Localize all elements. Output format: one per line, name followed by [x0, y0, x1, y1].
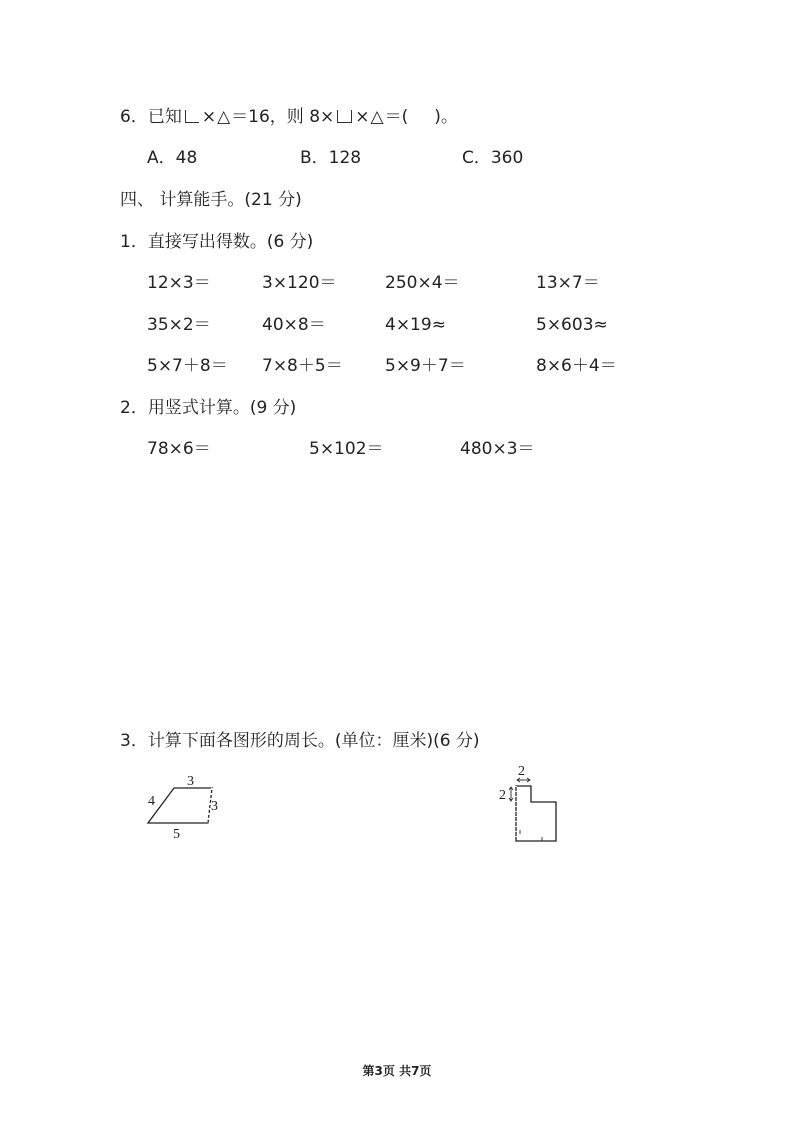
q6-times-1: × [201, 107, 217, 127]
shape1-top-label: 3 [187, 774, 194, 789]
calc-item: 7×8＋5＝ [262, 356, 343, 376]
option-c[interactable]: C．360 [462, 148, 524, 168]
shape1-right-label: 3 [211, 799, 218, 814]
notched-rectangle-figure [492, 762, 567, 847]
calc-item: 4×19≈ [385, 315, 446, 335]
option-a[interactable]: A．48 [147, 148, 198, 168]
shape2-side-label: 2 [499, 788, 506, 803]
q6-times-2: × [355, 107, 370, 127]
square-symbol-2 [337, 110, 352, 123]
part-1-title: 1．直接写出得数。(6 分) [120, 232, 314, 252]
calc-item: 8×6＋4＝ [536, 356, 617, 376]
triangle-symbol-2: △ [370, 107, 384, 127]
q6-equals-1: ＝16，则 8× [231, 107, 335, 127]
page-footer: 第3页 共7页 [362, 1064, 432, 1078]
quadrilateral-figure [140, 768, 230, 843]
shape1-bottom-label: 5 [173, 827, 180, 842]
calc-item: 40×8＝ [262, 315, 326, 335]
triangle-symbol: △ [217, 107, 231, 127]
q6-prefix: 6．已知 [120, 107, 182, 127]
calc-item: 250×4＝ [385, 273, 460, 293]
square-symbol [185, 110, 199, 123]
calc-item: 3×120＝ [262, 273, 337, 293]
calc-item: 5×603≈ [536, 315, 608, 335]
q6-equals-2: ＝( [384, 107, 409, 127]
calc-item: 5×9＋7＝ [385, 356, 466, 376]
q6-end: )。 [434, 107, 458, 127]
option-b[interactable]: B．128 [300, 148, 362, 168]
part-2-title: 2．用竖式计算。(9 分) [120, 398, 297, 418]
part-3-title: 3．计算下面各图形的周长。(单位：厘米)(6 分) [120, 731, 480, 751]
section-4-title: 四、 计算能手。(21 分) [120, 190, 302, 210]
vertical-calc-item: 78×6＝ [147, 439, 211, 459]
shape1-left-label: 4 [148, 794, 155, 809]
shape2-top-label: 2 [518, 764, 525, 779]
calc-item: 5×7＋8＝ [147, 356, 228, 376]
calc-item: 13×7＝ [536, 273, 600, 293]
vertical-calc-item: 5×102＝ [309, 439, 384, 459]
vertical-calc-item: 480×3＝ [460, 439, 535, 459]
question-6 [120, 109, 458, 126]
calc-item: 35×2＝ [147, 315, 211, 335]
calc-item: 12×3＝ [147, 273, 211, 293]
